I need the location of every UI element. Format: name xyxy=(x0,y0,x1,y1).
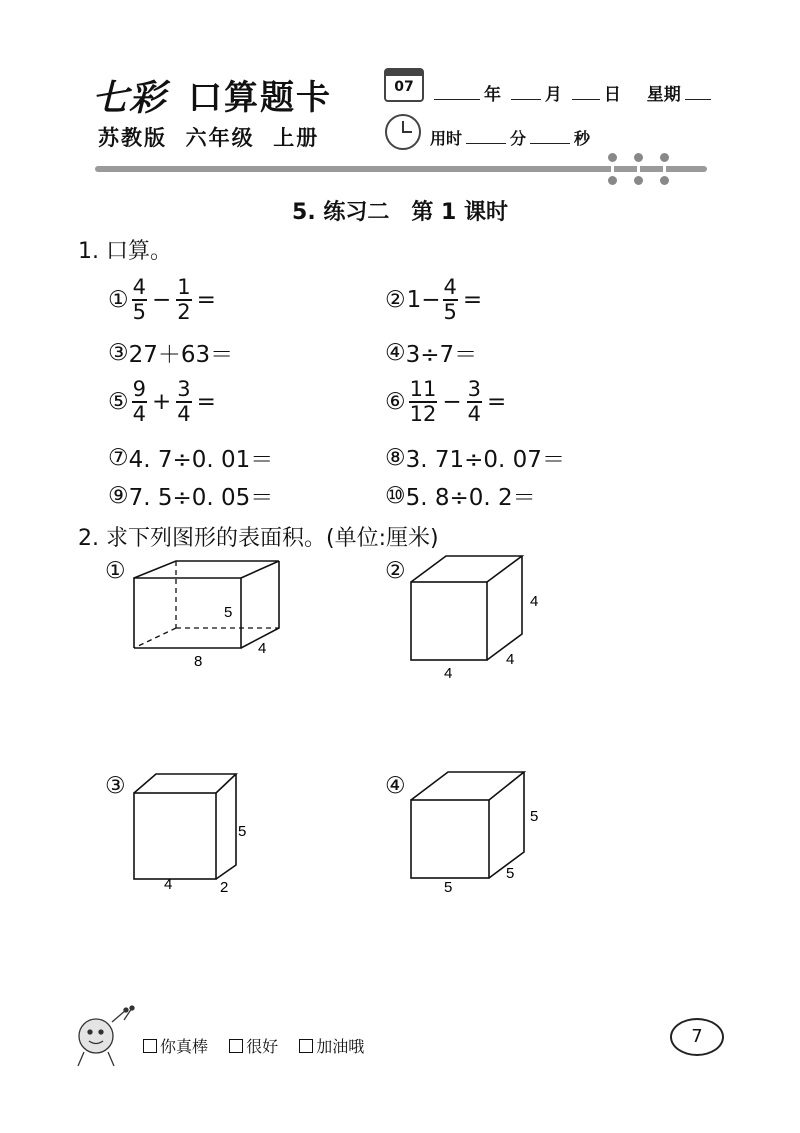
rating-option-good[interactable]: 很好 xyxy=(229,1034,278,1057)
fraction: $\frac{3}{4}$ xyxy=(467,377,482,426)
divider-pin xyxy=(663,157,666,181)
divider-pin xyxy=(611,157,614,181)
dim-label: 8 xyxy=(194,653,203,670)
figure-3-cuboid xyxy=(120,764,260,899)
self-rating xyxy=(143,1034,380,1057)
brand-name: 口算题卡 xyxy=(188,78,332,118)
day-label: 日 xyxy=(603,85,621,105)
section1-title: 1. 口算。 xyxy=(78,239,172,264)
figure-2-marker: ② xyxy=(385,558,406,584)
problem-9: ⑨ 7. 5÷0. 05＝ xyxy=(108,482,274,511)
figure-3-marker: ③ xyxy=(105,773,126,799)
figure-4-marker: ④ xyxy=(385,773,406,799)
problem-7: ⑦ 4. 7÷0. 01＝ xyxy=(108,444,274,473)
checkbox[interactable] xyxy=(143,1039,157,1053)
figure-2-cube xyxy=(400,548,560,688)
weekday-blank[interactable] xyxy=(685,98,711,100)
minutes-label: 分 xyxy=(510,129,527,148)
day-blank[interactable] xyxy=(572,98,600,100)
dim-label: 5 xyxy=(224,604,233,621)
header-divider xyxy=(95,166,707,172)
problem-10: ⑩ 5. 8÷0. 2＝ xyxy=(385,482,536,511)
time-fields xyxy=(430,126,590,149)
fraction: $\frac{1}{2}$ xyxy=(177,275,191,324)
calendar-icon xyxy=(384,68,424,102)
edition-subtitle: 苏教版 六年级 上册 xyxy=(98,126,320,150)
problem-3: ③ 27＋63＝ xyxy=(108,339,234,368)
problem-5: ⑤ $\frac{9}{4}$ + $\frac{3}{4}$ = xyxy=(108,377,216,426)
used-time-label: 用时 xyxy=(430,129,463,148)
fraction: $\frac{9}{4}$ xyxy=(132,377,146,426)
lesson-title: 5. 练习二 第 1 课时 xyxy=(292,200,508,225)
month-label: 月 xyxy=(544,85,562,105)
clock-icon xyxy=(385,114,421,150)
dim-label: 5 xyxy=(238,823,247,840)
dim-label: 2 xyxy=(220,879,229,896)
year-blank[interactable] xyxy=(434,98,480,100)
seconds-label: 秒 xyxy=(574,129,591,148)
dim-label: 4 xyxy=(444,665,453,682)
fraction: $\frac{3}{4}$ xyxy=(177,377,191,426)
fraction: $\frac{4}{5}$ xyxy=(443,275,457,324)
checkbox[interactable] xyxy=(229,1039,243,1053)
dim-label: 4 xyxy=(258,640,267,657)
problem-2: ② 1− $\frac{4}{5}$ = xyxy=(385,275,483,324)
figure-1-marker: ① xyxy=(105,558,126,584)
problem-8: ⑧ 3. 71÷0. 07＝ xyxy=(385,444,565,473)
dim-label: 5 xyxy=(530,808,539,825)
calendar-day: 07 xyxy=(394,79,414,95)
page-number: 7 xyxy=(670,1018,724,1056)
dim-label: 5 xyxy=(444,879,453,896)
problem-1: ① $\frac{4}{5}$ − $\frac{1}{2}$ = xyxy=(108,275,216,324)
rating-option-keep-going[interactable]: 加油哦 xyxy=(299,1034,364,1057)
weekday-label: 星期 xyxy=(646,85,681,105)
fraction: $\frac{4}{5}$ xyxy=(132,275,146,324)
section2-title: 2. 求下列图形的表面积。(单位:厘米) xyxy=(78,526,439,551)
date-fields xyxy=(430,80,715,105)
dim-label: 4 xyxy=(164,876,173,893)
brand-logo: 七彩 xyxy=(92,77,167,119)
dim-label: 4 xyxy=(506,651,515,668)
problem-4: ④ 3÷7＝ xyxy=(385,339,478,368)
dim-label: 5 xyxy=(506,865,515,882)
divider-pin xyxy=(637,157,640,181)
problem-6: ⑥ $\frac{11}{12}$ − $\frac{3}{4}$ = xyxy=(385,377,507,426)
year-label: 年 xyxy=(484,85,501,105)
figure-1-cuboid xyxy=(120,555,300,675)
mascot-icon xyxy=(68,1000,136,1072)
minutes-blank[interactable] xyxy=(466,142,506,144)
checkbox[interactable] xyxy=(299,1039,313,1053)
fraction: $\frac{11}{12}$ xyxy=(409,377,437,426)
rating-option-great[interactable]: 你真棒 xyxy=(143,1034,208,1057)
seconds-blank[interactable] xyxy=(530,142,570,144)
figure-4-cube xyxy=(400,762,560,902)
dim-label: 4 xyxy=(530,593,539,610)
month-blank[interactable] xyxy=(511,98,541,100)
